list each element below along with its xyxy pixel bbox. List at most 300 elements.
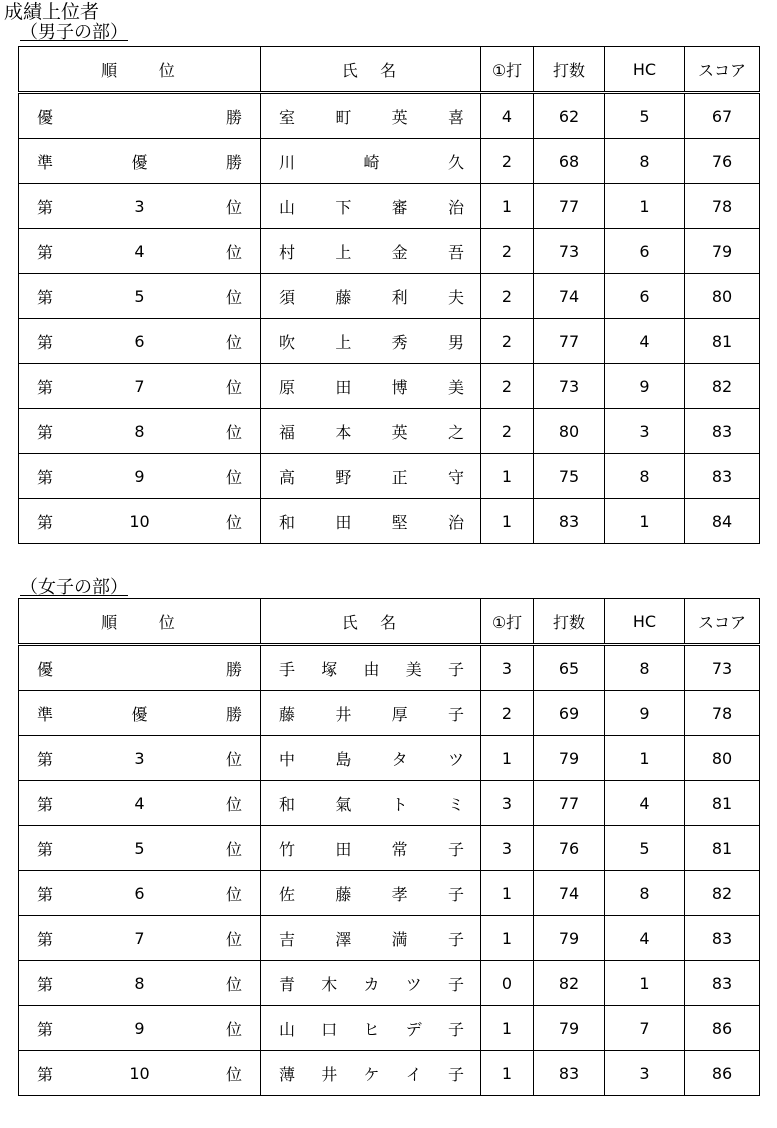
name-char: 田 xyxy=(335,512,352,532)
rank-cell xyxy=(19,1051,261,1096)
name-char: ト xyxy=(391,794,408,814)
rank-part: 位 xyxy=(225,794,242,814)
table-row xyxy=(19,454,760,499)
table-row xyxy=(19,961,760,1006)
name-char: 原 xyxy=(279,377,296,397)
name-char: 薄 xyxy=(279,1064,296,1084)
score-cell: 80 xyxy=(685,274,760,319)
name-char: 川 xyxy=(279,152,296,172)
strokes-cell: 80 xyxy=(534,409,605,454)
rank-part: 位 xyxy=(225,839,242,859)
header-score: スコア xyxy=(685,599,760,645)
header-rank: 順 位 xyxy=(19,599,261,645)
name-char: 英 xyxy=(391,422,408,442)
rank-part: 第 xyxy=(37,197,54,217)
table-row xyxy=(19,871,760,916)
name-char: 上 xyxy=(335,242,352,262)
name-char: 子 xyxy=(447,929,464,949)
strokes-cell: 69 xyxy=(534,691,605,736)
score-cell: 81 xyxy=(685,826,760,871)
rank-part: 第 xyxy=(37,242,54,262)
rank-part: 優 xyxy=(37,107,54,127)
first-hit-cell: 2 xyxy=(481,319,534,364)
name-char: 島 xyxy=(335,749,352,769)
header-score: スコア xyxy=(685,47,760,93)
rank-cell xyxy=(19,736,261,781)
name-cell xyxy=(261,274,481,319)
name-char: 夫 xyxy=(447,287,464,307)
rank-cell xyxy=(19,274,261,319)
name-char: 野 xyxy=(335,467,352,487)
strokes-cell: 77 xyxy=(534,319,605,364)
rank-part: 位 xyxy=(225,749,242,769)
header-strokes: 打数 xyxy=(534,47,605,93)
rank-part: 勝 xyxy=(225,152,242,172)
header-rank: 順 位 xyxy=(19,47,261,93)
score-cell: 83 xyxy=(685,409,760,454)
hc-cell: 4 xyxy=(605,916,685,961)
rank-part: 位 xyxy=(225,1064,242,1084)
name-char: 田 xyxy=(335,839,352,859)
strokes-cell: 79 xyxy=(534,1006,605,1051)
header-hc: HC xyxy=(605,47,685,93)
name-cell xyxy=(261,93,481,139)
table-row xyxy=(19,781,760,826)
name-char: 子 xyxy=(447,659,464,679)
men-results-table xyxy=(18,46,760,544)
name-char: 本 xyxy=(335,422,352,442)
rank-cell xyxy=(19,645,261,691)
hc-cell: 7 xyxy=(605,1006,685,1051)
score-cell: 67 xyxy=(685,93,760,139)
name-char: 子 xyxy=(447,974,464,994)
name-cell xyxy=(261,229,481,274)
name-char: ツ xyxy=(447,749,464,769)
header-first-hit: ①打 xyxy=(481,47,534,93)
rank-part: 第 xyxy=(37,467,54,487)
name-cell xyxy=(261,916,481,961)
first-hit-cell: 1 xyxy=(481,1051,534,1096)
first-hit-cell: 1 xyxy=(481,871,534,916)
score-cell: 83 xyxy=(685,916,760,961)
rank-part: 第 xyxy=(37,377,54,397)
first-hit-cell: 4 xyxy=(481,93,534,139)
table-row xyxy=(19,499,760,544)
rank-part: 4 xyxy=(134,793,145,813)
rank-part: 7 xyxy=(134,376,145,396)
rank-part: 位 xyxy=(225,974,242,994)
rank-part: 3 xyxy=(134,196,145,216)
first-hit-cell: 3 xyxy=(481,781,534,826)
hc-cell: 8 xyxy=(605,454,685,499)
name-char: カ xyxy=(363,974,380,994)
strokes-cell: 83 xyxy=(534,1051,605,1096)
name-char: 山 xyxy=(279,1019,296,1039)
strokes-cell: 76 xyxy=(534,826,605,871)
rank-part: 準 xyxy=(37,152,54,172)
hc-cell: 1 xyxy=(605,961,685,1006)
rank-part: 第 xyxy=(37,1064,54,1084)
table-row xyxy=(19,364,760,409)
table-row xyxy=(19,229,760,274)
table-header-row xyxy=(19,47,760,93)
hc-cell: 4 xyxy=(605,319,685,364)
rank-part: 位 xyxy=(225,512,242,532)
name-char: 塚 xyxy=(321,659,338,679)
score-cell: 78 xyxy=(685,184,760,229)
strokes-cell: 79 xyxy=(534,736,605,781)
name-char: 美 xyxy=(447,377,464,397)
rank-part: 第 xyxy=(37,332,54,352)
rank-cell xyxy=(19,1006,261,1051)
name-char: 由 xyxy=(363,659,380,679)
rank-part: 勝 xyxy=(225,659,242,679)
name-cell xyxy=(261,961,481,1006)
table-row xyxy=(19,139,760,184)
name-char: 氣 xyxy=(335,794,352,814)
rank-part: 9 xyxy=(134,1018,145,1038)
name-char: タ xyxy=(391,749,408,769)
name-char: 美 xyxy=(405,659,422,679)
women-table-body xyxy=(19,645,760,1096)
first-hit-cell: 2 xyxy=(481,364,534,409)
rank-part: 第 xyxy=(37,512,54,532)
score-cell: 78 xyxy=(685,691,760,736)
rank-cell xyxy=(19,93,261,139)
name-char: 堅 xyxy=(391,512,408,532)
name-cell xyxy=(261,499,481,544)
rank-part: 第 xyxy=(37,1019,54,1039)
first-hit-cell: 3 xyxy=(481,645,534,691)
name-char: ヒ xyxy=(363,1019,380,1039)
name-char: 崎 xyxy=(363,152,380,172)
hc-cell: 1 xyxy=(605,736,685,781)
rank-part: 3 xyxy=(134,748,145,768)
score-cell: 82 xyxy=(685,364,760,409)
score-cell: 79 xyxy=(685,229,760,274)
score-cell: 81 xyxy=(685,319,760,364)
name-char: 喜 xyxy=(447,107,464,127)
name-cell xyxy=(261,184,481,229)
first-hit-cell: 2 xyxy=(481,409,534,454)
rank-part: 準 xyxy=(37,704,54,724)
name-char: 久 xyxy=(447,152,464,172)
rank-part: 位 xyxy=(225,929,242,949)
name-char: デ xyxy=(405,1019,422,1039)
rank-part: 10 xyxy=(129,1063,150,1083)
name-char: 吉 xyxy=(279,929,296,949)
men-section-label: （男子の部） xyxy=(20,22,128,43)
first-hit-cell: 1 xyxy=(481,499,534,544)
name-char: ミ xyxy=(447,794,464,814)
rank-cell xyxy=(19,499,261,544)
name-char: 金 xyxy=(391,242,408,262)
name-char: 秀 xyxy=(391,332,408,352)
first-hit-cell: 1 xyxy=(481,736,534,781)
strokes-cell: 62 xyxy=(534,93,605,139)
score-cell: 82 xyxy=(685,871,760,916)
rank-part: 第 xyxy=(37,794,54,814)
name-cell xyxy=(261,1006,481,1051)
strokes-cell: 82 xyxy=(534,961,605,1006)
rank-cell xyxy=(19,691,261,736)
hc-cell: 9 xyxy=(605,364,685,409)
table-row xyxy=(19,691,760,736)
rank-part: 勝 xyxy=(225,107,242,127)
name-char: 英 xyxy=(391,107,408,127)
men-table-body xyxy=(19,93,760,544)
strokes-cell: 79 xyxy=(534,916,605,961)
rank-cell xyxy=(19,184,261,229)
table-row xyxy=(19,184,760,229)
header-strokes: 打数 xyxy=(534,599,605,645)
hc-cell: 6 xyxy=(605,274,685,319)
name-char: 子 xyxy=(447,884,464,904)
hc-cell: 6 xyxy=(605,229,685,274)
name-cell xyxy=(261,364,481,409)
strokes-cell: 83 xyxy=(534,499,605,544)
rank-part: 第 xyxy=(37,839,54,859)
name-char: 村 xyxy=(279,242,296,262)
score-cell: 73 xyxy=(685,645,760,691)
name-char: 吾 xyxy=(447,242,464,262)
name-char: 澤 xyxy=(335,929,352,949)
hc-cell: 5 xyxy=(605,826,685,871)
hc-cell: 1 xyxy=(605,499,685,544)
rank-part: 勝 xyxy=(225,704,242,724)
table-row xyxy=(19,916,760,961)
rank-cell xyxy=(19,364,261,409)
name-char: 孝 xyxy=(391,884,408,904)
name-char: 子 xyxy=(447,1064,464,1084)
women-section-label: （女子の部） xyxy=(20,577,128,598)
name-char: 室 xyxy=(279,107,296,127)
rank-cell xyxy=(19,229,261,274)
strokes-cell: 77 xyxy=(534,184,605,229)
name-cell xyxy=(261,645,481,691)
name-char: 竹 xyxy=(279,839,296,859)
name-cell xyxy=(261,409,481,454)
hc-cell: 9 xyxy=(605,691,685,736)
table-header-row xyxy=(19,599,760,645)
name-char: 吹 xyxy=(279,332,296,352)
rank-part: 4 xyxy=(134,241,145,261)
name-char: 常 xyxy=(391,839,408,859)
women-results-table xyxy=(18,598,760,1096)
hc-cell: 3 xyxy=(605,409,685,454)
name-char: 下 xyxy=(335,197,352,217)
rank-cell xyxy=(19,454,261,499)
name-cell xyxy=(261,139,481,184)
first-hit-cell: 3 xyxy=(481,826,534,871)
first-hit-cell: 2 xyxy=(481,229,534,274)
name-char: 上 xyxy=(335,332,352,352)
rank-part: 第 xyxy=(37,287,54,307)
strokes-cell: 77 xyxy=(534,781,605,826)
rank-part: 10 xyxy=(129,511,150,531)
rank-part: 第 xyxy=(37,929,54,949)
first-hit-cell: 2 xyxy=(481,691,534,736)
hc-cell: 3 xyxy=(605,1051,685,1096)
name-char: 守 xyxy=(447,467,464,487)
name-char: 藤 xyxy=(335,287,352,307)
name-cell xyxy=(261,691,481,736)
first-hit-cell: 0 xyxy=(481,961,534,1006)
rank-cell xyxy=(19,781,261,826)
strokes-cell: 65 xyxy=(534,645,605,691)
name-cell xyxy=(261,319,481,364)
name-char: 須 xyxy=(279,287,296,307)
first-hit-cell: 1 xyxy=(481,1006,534,1051)
score-cell: 86 xyxy=(685,1051,760,1096)
name-char: 井 xyxy=(321,1064,338,1084)
name-char: 口 xyxy=(321,1019,338,1039)
table-row xyxy=(19,274,760,319)
name-cell xyxy=(261,871,481,916)
rank-part: 8 xyxy=(134,973,145,993)
hc-cell: 8 xyxy=(605,139,685,184)
rank-part: 位 xyxy=(225,884,242,904)
rank-part: 第 xyxy=(37,884,54,904)
rank-part: 優 xyxy=(131,704,148,724)
name-char: 福 xyxy=(279,422,296,442)
rank-part: 優 xyxy=(131,152,148,172)
name-char: 男 xyxy=(447,332,464,352)
name-char: 町 xyxy=(335,107,352,127)
name-char: ツ xyxy=(405,974,422,994)
table-row xyxy=(19,736,760,781)
score-cell: 84 xyxy=(685,499,760,544)
name-char: 子 xyxy=(447,704,464,724)
score-cell: 86 xyxy=(685,1006,760,1051)
rank-cell xyxy=(19,871,261,916)
rank-part: 9 xyxy=(134,466,145,486)
rank-part: 第 xyxy=(37,974,54,994)
name-char: 厚 xyxy=(391,704,408,724)
name-char: イ xyxy=(405,1064,422,1084)
name-char: 田 xyxy=(335,377,352,397)
strokes-cell: 73 xyxy=(534,364,605,409)
first-hit-cell: 1 xyxy=(481,916,534,961)
rank-part: 第 xyxy=(37,749,54,769)
name-char: 和 xyxy=(279,794,296,814)
first-hit-cell: 2 xyxy=(481,139,534,184)
rank-cell xyxy=(19,961,261,1006)
table-row xyxy=(19,93,760,139)
name-char: 井 xyxy=(335,704,352,724)
strokes-cell: 74 xyxy=(534,871,605,916)
rank-part: 位 xyxy=(225,242,242,262)
name-char: 山 xyxy=(279,197,296,217)
hc-cell: 5 xyxy=(605,93,685,139)
rank-part: 位 xyxy=(225,467,242,487)
name-char: 藤 xyxy=(335,884,352,904)
name-char: 満 xyxy=(391,929,408,949)
rank-part: 5 xyxy=(134,286,145,306)
hc-cell: 4 xyxy=(605,781,685,826)
rank-part: 6 xyxy=(134,883,145,903)
name-cell xyxy=(261,736,481,781)
name-cell xyxy=(261,781,481,826)
name-char: 中 xyxy=(279,749,296,769)
table-row xyxy=(19,319,760,364)
rank-cell xyxy=(19,826,261,871)
rank-part: 第 xyxy=(37,422,54,442)
rank-cell xyxy=(19,409,261,454)
name-char: 治 xyxy=(447,197,464,217)
name-char: 藤 xyxy=(279,704,296,724)
rank-cell xyxy=(19,916,261,961)
score-cell: 76 xyxy=(685,139,760,184)
rank-part: 位 xyxy=(225,197,242,217)
rank-cell xyxy=(19,319,261,364)
name-char: 利 xyxy=(391,287,408,307)
first-hit-cell: 2 xyxy=(481,274,534,319)
name-char: 高 xyxy=(279,467,296,487)
table-row xyxy=(19,409,760,454)
name-char: 治 xyxy=(447,512,464,532)
rank-part: 5 xyxy=(134,838,145,858)
header-name: 氏 名 xyxy=(261,599,481,645)
rank-part: 8 xyxy=(134,421,145,441)
hc-cell: 8 xyxy=(605,645,685,691)
strokes-cell: 68 xyxy=(534,139,605,184)
score-cell: 80 xyxy=(685,736,760,781)
name-char: 博 xyxy=(391,377,408,397)
hc-cell: 1 xyxy=(605,184,685,229)
first-hit-cell: 1 xyxy=(481,454,534,499)
strokes-cell: 74 xyxy=(534,274,605,319)
name-char: 審 xyxy=(391,197,408,217)
name-cell xyxy=(261,826,481,871)
name-cell xyxy=(261,454,481,499)
rank-part: 6 xyxy=(134,331,145,351)
name-char: 青 xyxy=(279,974,296,994)
rank-cell xyxy=(19,139,261,184)
strokes-cell: 73 xyxy=(534,229,605,274)
header-first-hit: ①打 xyxy=(481,599,534,645)
rank-part: 位 xyxy=(225,1019,242,1039)
header-name: 氏 名 xyxy=(261,47,481,93)
table-row xyxy=(19,1006,760,1051)
rank-part: 位 xyxy=(225,422,242,442)
rank-part: 7 xyxy=(134,928,145,948)
name-char: 木 xyxy=(321,974,338,994)
table-row xyxy=(19,1051,760,1096)
strokes-cell: 75 xyxy=(534,454,605,499)
page-title: 成績上位者 xyxy=(4,1,100,23)
rank-part: 位 xyxy=(225,287,242,307)
score-cell: 81 xyxy=(685,781,760,826)
header-hc: HC xyxy=(605,599,685,645)
rank-part: 位 xyxy=(225,332,242,352)
name-char: 子 xyxy=(447,1019,464,1039)
rank-part: 位 xyxy=(225,377,242,397)
name-char: 之 xyxy=(447,422,464,442)
first-hit-cell: 1 xyxy=(481,184,534,229)
name-char: ケ xyxy=(363,1064,380,1084)
score-cell: 83 xyxy=(685,454,760,499)
table-row xyxy=(19,826,760,871)
name-char: 手 xyxy=(279,659,296,679)
name-char: 正 xyxy=(391,467,408,487)
name-cell xyxy=(261,1051,481,1096)
score-cell: 83 xyxy=(685,961,760,1006)
name-char: 子 xyxy=(447,839,464,859)
table-row xyxy=(19,645,760,691)
rank-part: 優 xyxy=(37,659,54,679)
hc-cell: 8 xyxy=(605,871,685,916)
